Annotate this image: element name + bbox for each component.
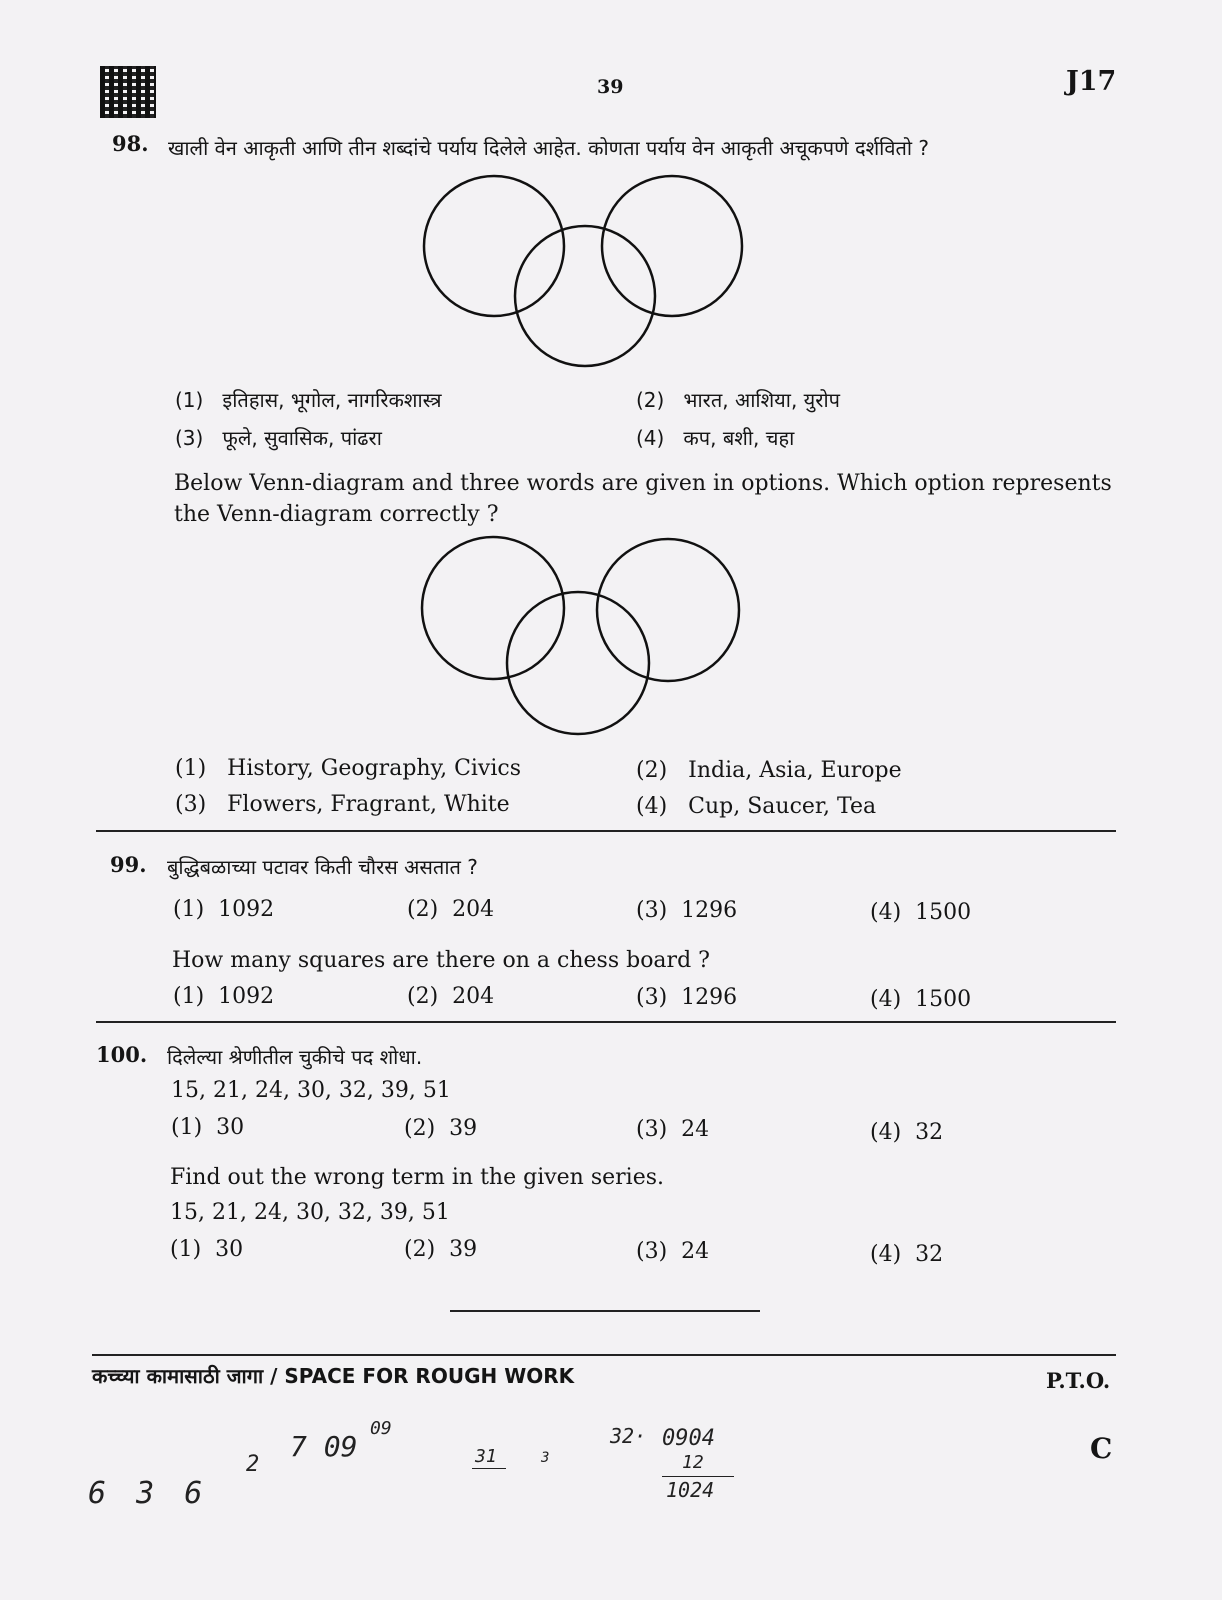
q100-option-mr-2 [404, 1116, 477, 1141]
option-number: (2) [407, 897, 439, 922]
handwritten-number: 09 [370, 1418, 392, 1439]
option-number: (4) [636, 426, 665, 450]
question-99-text-en: How many squares are there on a chess board ? [172, 948, 710, 973]
option-number: (3) [636, 898, 668, 923]
venn-circle-left [424, 176, 564, 316]
option-number: (3) [636, 1239, 668, 1264]
option-number: (2) [404, 1116, 436, 1141]
question-100-number: 100. [96, 1042, 148, 1067]
handwritten-number: 31 [475, 1446, 497, 1467]
option-text: 204 [452, 984, 495, 1009]
option-text: 39 [449, 1116, 478, 1141]
option-number: (2) [636, 388, 665, 412]
q99-option-en-1 [173, 984, 274, 1009]
option-text: भारत, आशिया, युरोप [683, 388, 840, 412]
option-text: 1500 [915, 987, 972, 1012]
end-of-questions-line [450, 1310, 760, 1312]
option-number: (1) [171, 1115, 203, 1140]
handwritten-line [472, 1468, 506, 1469]
q100-option-mr-3 [636, 1117, 709, 1142]
option-number: (1) [173, 897, 205, 922]
option-text: 24 [681, 1117, 710, 1142]
q99-option-en-3 [636, 985, 737, 1010]
handwritten-number: 12 [682, 1452, 704, 1473]
option-number: (3) [636, 985, 668, 1010]
question-98-text-en-2: the Venn-diagram correctly ? [174, 502, 499, 527]
option-text: 1296 [681, 985, 738, 1010]
q99-option-mr-4 [870, 900, 971, 925]
q98-option-en-3 [175, 792, 510, 817]
q99-option-mr-3 [636, 898, 737, 923]
pto-label: P.T.O. [1046, 1368, 1111, 1393]
option-number: (2) [404, 1237, 436, 1262]
q99-option-mr-1 [173, 897, 274, 922]
option-text: 1092 [218, 984, 275, 1009]
handwritten-number: 1024 [666, 1478, 715, 1502]
handwritten-line [662, 1476, 734, 1477]
q99-option-en-2 [407, 984, 494, 1009]
q99-option-en-4 [870, 987, 971, 1012]
divider [96, 830, 1116, 832]
question-98-text-mr: खाली वेन आकृती आणि तीन शब्दांचे पर्याय दिलेले आहेत. कोणता पर्याय वेन आकृती अचूकपणे दर्शवितो ? [168, 136, 930, 160]
handwritten-number: 0904 [662, 1426, 715, 1451]
q100-option-en-2 [404, 1237, 477, 1262]
paper-code: J17 [1066, 66, 1117, 97]
option-number: (4) [870, 1242, 902, 1267]
q100-option-en-4 [870, 1242, 943, 1267]
option-text: 1296 [681, 898, 738, 923]
venn-diagram-mr [420, 168, 750, 374]
venn-diagram-en [418, 530, 748, 742]
option-number: (3) [175, 426, 204, 450]
question-100-series-en: 15, 21, 24, 30, 32, 39, 51 [170, 1200, 450, 1225]
option-number: (4) [870, 987, 902, 1012]
option-text: 24 [681, 1239, 710, 1264]
venn-circle-right [597, 539, 739, 681]
question-99-text-mr: बुद्धिबळाच्या पटावर किती चौरस असतात ? [167, 855, 478, 879]
q99-option-mr-2 [407, 897, 494, 922]
option-text: India, Asia, Europe [688, 758, 902, 783]
handwritten-digits: 6 3 6 [88, 1476, 209, 1511]
question-100-series-mr: 15, 21, 24, 30, 32, 39, 51 [171, 1078, 451, 1103]
q100-option-en-1 [170, 1237, 243, 1262]
rough-work-label: कच्च्या कामासाठी जागा / SPACE FOR ROUGH WORK [92, 1364, 575, 1388]
option-text: History, Geography, Civics [227, 756, 522, 781]
option-text: 39 [449, 1237, 478, 1262]
option-text: 30 [216, 1115, 245, 1140]
qr-code-icon [100, 66, 156, 118]
option-text: 30 [215, 1237, 244, 1262]
option-number: (3) [175, 792, 207, 817]
option-text: इतिहास, भूगोल, नागरिकशास्त्र [222, 388, 442, 412]
question-100-text-en: Find out the wrong term in the given series. [170, 1165, 665, 1190]
q98-option-mr-4 [636, 424, 794, 451]
question-100-text-mr: दिलेल्या श्रेणीतील चुकीचे पद शोधा. [167, 1045, 423, 1069]
option-text: Cup, Saucer, Tea [688, 794, 877, 819]
option-number: (4) [636, 794, 668, 819]
set-code: C [1090, 1432, 1113, 1465]
option-number: (3) [636, 1117, 668, 1142]
option-number: (1) [175, 756, 207, 781]
q98-option-mr-2 [636, 386, 840, 413]
handwritten-number: 2 [246, 1452, 260, 1477]
q100-option-mr-1 [171, 1115, 244, 1140]
option-number: (2) [636, 758, 668, 783]
venn-circle-right [602, 176, 742, 316]
option-number: (1) [170, 1237, 202, 1262]
option-number: (2) [407, 984, 439, 1009]
q100-option-en-3 [636, 1239, 709, 1264]
question-98-number: 98. [112, 131, 149, 156]
rough-work-divider [92, 1354, 1116, 1356]
option-text: 32 [915, 1120, 944, 1145]
q100-option-mr-4 [870, 1120, 943, 1145]
page-number: 39 [597, 76, 624, 98]
venn-circle-bottom [515, 226, 655, 366]
option-text: कप, बशी, चहा [683, 426, 795, 450]
option-text: 204 [452, 897, 495, 922]
option-text: 32 [915, 1242, 944, 1267]
option-number: (1) [173, 984, 205, 1009]
question-98-text-en-1: Below Venn-diagram and three words are given in options. Which option represents [174, 471, 1112, 496]
option-number: (4) [870, 1120, 902, 1145]
option-text: फूले, सुवासिक, पांढरा [222, 426, 382, 450]
option-text: Flowers, Fragrant, White [227, 792, 510, 817]
question-99-number: 99. [110, 852, 147, 877]
divider [96, 1021, 1116, 1023]
option-number: (4) [870, 900, 902, 925]
handwritten-number: 7 09 [290, 1430, 358, 1463]
option-text: 1092 [218, 897, 275, 922]
option-number: (1) [175, 388, 204, 412]
handwritten-number: 3 [541, 1450, 550, 1466]
q98-option-en-4 [636, 794, 876, 819]
q98-option-en-2 [636, 758, 902, 783]
q98-option-mr-3 [175, 424, 382, 451]
venn-circle-left [422, 537, 564, 679]
option-text: 1500 [915, 900, 972, 925]
q98-option-mr-1 [175, 386, 442, 413]
handwritten-number: 32· [610, 1424, 647, 1448]
q98-option-en-1 [175, 756, 521, 781]
venn-circle-bottom [507, 592, 649, 734]
